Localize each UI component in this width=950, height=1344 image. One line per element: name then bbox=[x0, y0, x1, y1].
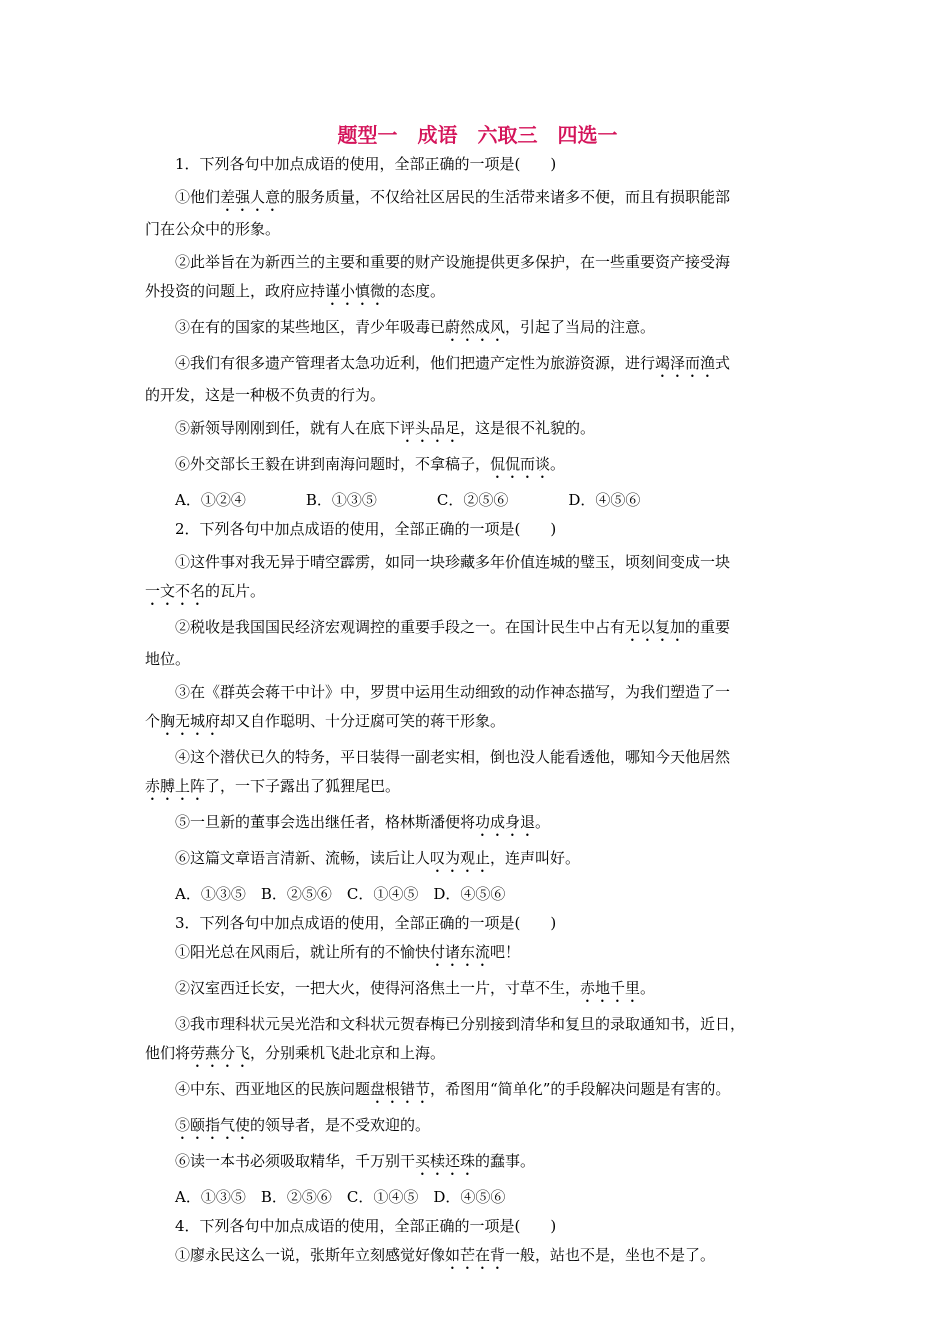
sentence-2-cont: 地位。 bbox=[145, 650, 191, 668]
sentence-text: 的态度。 bbox=[385, 282, 446, 300]
idiom-dotted: 蔚然成风 bbox=[445, 318, 506, 336]
sentence-text: ，连声叫好。 bbox=[490, 849, 581, 867]
sentence-1 bbox=[145, 183, 810, 215]
sentence-text: ，这是很不礼貌的。 bbox=[460, 419, 596, 437]
sentence-text: ②税收是我国国民经济宏观调控的重要手段之一。在国计民生中占有 bbox=[175, 618, 626, 636]
sentence-3 bbox=[145, 313, 810, 345]
sentence-2 bbox=[145, 974, 810, 1006]
sentence-text: ⑤新领导刚刚到任，就有人在底下 bbox=[175, 419, 401, 437]
sentence-5 bbox=[145, 1111, 810, 1143]
sentence-text: 他们将 bbox=[145, 1044, 191, 1062]
idiom-dotted: 买椟还珠 bbox=[415, 1152, 476, 1170]
sentence-text: 的重要 bbox=[685, 618, 731, 636]
question-4 bbox=[145, 1212, 810, 1273]
sentence-text: 。 bbox=[640, 979, 656, 997]
sentence-text: 个 bbox=[145, 712, 161, 730]
idiom-dotted: 赤膊上阵 bbox=[145, 777, 206, 795]
sentence-text: 了，一下子露出了狐狸尾巴。 bbox=[205, 777, 401, 795]
answer-options: A．①③⑤ B．②⑤⑥ C．①④⑤ D．④⑤⑥ bbox=[175, 1188, 506, 1206]
exercise-content bbox=[145, 120, 810, 1273]
sentence-text: 却又自作聪明、十分迂腐可笑的蒋干形象。 bbox=[220, 712, 506, 730]
sentence-2-cont bbox=[145, 277, 810, 309]
sentence-text: 吧！ bbox=[490, 943, 521, 961]
sentence-1 bbox=[145, 1241, 810, 1273]
idiom-dotted: 盘根错节 bbox=[370, 1080, 431, 1098]
question-3 bbox=[145, 909, 810, 1212]
question-stem: 4．下列各句中加点成语的使用，全部正确的一项是( ) bbox=[175, 1217, 557, 1235]
sentence-text: ④我们有很多遗产管理者太急功近利，他们把遗产定性为旅游资源，进行 bbox=[175, 354, 656, 372]
sentence-text: 的服务质量，不仅给社区居民的生活带来诸多不便，而且有损职能部 bbox=[280, 188, 731, 206]
question-1 bbox=[145, 150, 810, 515]
idiom-dotted: 差强人意 bbox=[220, 188, 281, 206]
sentence-1-cont: 门在公众中的形象。 bbox=[145, 220, 281, 238]
idiom-dotted: 叹为观止 bbox=[430, 849, 491, 867]
sentence-text: ①阳光总在风雨后，就让所有的不愉快 bbox=[175, 943, 431, 961]
question-2 bbox=[145, 515, 810, 909]
answer-options: A．①②④ B．①③⑤ C．②⑤⑥ D．④⑤⑥ bbox=[175, 491, 641, 509]
idiom-dotted: ⑤颐指气使 bbox=[175, 1116, 251, 1134]
sentence-6 bbox=[145, 1147, 810, 1179]
sentence-6 bbox=[145, 450, 810, 482]
sentence-text: 一般，站也不是，坐也不是了。 bbox=[505, 1246, 716, 1264]
sentence-4 bbox=[145, 349, 810, 381]
sentence-4-cont: 的开发，这是一种极不负责的行为。 bbox=[145, 386, 386, 404]
idiom-dotted: 劳燕分飞 bbox=[190, 1044, 251, 1062]
question-stem: 1．下列各句中加点成语的使用，全部正确的一项是( ) bbox=[175, 155, 557, 173]
sentence-6 bbox=[145, 844, 810, 876]
sentence-2: ②此举旨在为新西兰的主要和重要的财产设施提供更多保护，在一些重要资产接受海 bbox=[175, 253, 731, 271]
sentence-text: 的瓦片。 bbox=[205, 582, 266, 600]
page-title: 题型一 成语 六取三 四选一 bbox=[337, 123, 618, 147]
sentence-4: ④这个潜伏已久的特务，平日装得一副老实相，倒也没人能看透他，哪知今天他居然 bbox=[175, 748, 731, 766]
sentence-text: ②汉室西迁长安，一把大火，使得河洛焦土一片，寸草不生， bbox=[175, 979, 581, 997]
sentence-3-cont bbox=[145, 1039, 810, 1071]
sentence-3-cont bbox=[145, 707, 810, 739]
sentence-text: 。 bbox=[550, 455, 566, 473]
sentence-text: ①他们 bbox=[175, 188, 221, 206]
sentence-3: ③在《群英会蒋干中计》中，罗贯中运用生动细致的动作神态描写，为我们塑造了一 bbox=[175, 683, 731, 701]
idiom-dotted: 评头品足 bbox=[400, 419, 461, 437]
sentence-4 bbox=[145, 1075, 810, 1107]
idiom-dotted: 赤地千里 bbox=[580, 979, 641, 997]
sentence-text: ⑥外交部长王毅在讲到南海问题时，不拿稿子， bbox=[175, 455, 491, 473]
idiom-dotted: 胸无城府 bbox=[160, 712, 221, 730]
idiom-dotted: 功成身退 bbox=[475, 813, 536, 831]
sentence-text: 的领导者，是不受欢迎的。 bbox=[250, 1116, 431, 1134]
sentence-1 bbox=[145, 938, 810, 970]
sentence-2 bbox=[145, 613, 810, 645]
answer-options: A．①③⑤ B．②⑤⑥ C．①④⑤ D．④⑤⑥ bbox=[175, 885, 506, 903]
sentence-1-cont bbox=[145, 577, 810, 609]
sentence-text: ④中东、西亚地区的民族问题 bbox=[175, 1080, 371, 1098]
sentence-text: 式 bbox=[715, 354, 731, 372]
sentence-text: ，希图用“简单化”的手段解决问题是有害的。 bbox=[430, 1080, 731, 1098]
sentence-text: 的蠢事。 bbox=[475, 1152, 536, 1170]
sentence-text: ①廖永民这么一说，张斯年立刻感觉好像 bbox=[175, 1246, 446, 1264]
idiom-dotted: 谨小慎微 bbox=[325, 282, 386, 300]
sentence-text: ，分别乘机飞赴北京和上海。 bbox=[250, 1044, 446, 1062]
sentence-4-cont bbox=[145, 772, 810, 804]
question-stem: 3．下列各句中加点成语的使用，全部正确的一项是( ) bbox=[175, 914, 557, 932]
sentence-text: 外投资的问题上，政府应持 bbox=[145, 282, 326, 300]
sentence-5 bbox=[145, 808, 810, 840]
idiom-dotted: 侃侃而谈 bbox=[490, 455, 551, 473]
sentence-1: ①这件事对我无异于晴空霹雳，如同一块珍藏多年价值连城的璧玉，顷刻间变成一块 bbox=[175, 553, 731, 571]
sentence-3: ③我市理科状元吴光浩和文科状元贺春梅已分别接到清华和复旦的录取通知书，近日， bbox=[175, 1015, 746, 1033]
idiom-dotted: 无以复加 bbox=[625, 618, 686, 636]
sentence-text: ，引起了当局的注意。 bbox=[505, 318, 656, 336]
idiom-dotted: 付诸东流 bbox=[430, 943, 491, 961]
idiom-dotted: 竭泽而渔 bbox=[655, 354, 716, 372]
idiom-dotted: 一文不名 bbox=[145, 582, 206, 600]
question-stem: 2．下列各句中加点成语的使用，全部正确的一项是( ) bbox=[175, 520, 557, 538]
idiom-dotted: 如芒在背 bbox=[445, 1246, 506, 1264]
sentence-text: 。 bbox=[535, 813, 551, 831]
sentence-text: ③在有的国家的某些地区，青少年吸毒已 bbox=[175, 318, 446, 336]
sentence-text: ⑥读一本书必须吸取精华，千万别干 bbox=[175, 1152, 416, 1170]
sentence-text: ⑥这篇文章语言清新、流畅，读后让人 bbox=[175, 849, 431, 867]
sentence-5 bbox=[145, 414, 810, 446]
sentence-text: ⑤一旦新的董事会选出继任者，格林斯潘便将 bbox=[175, 813, 476, 831]
